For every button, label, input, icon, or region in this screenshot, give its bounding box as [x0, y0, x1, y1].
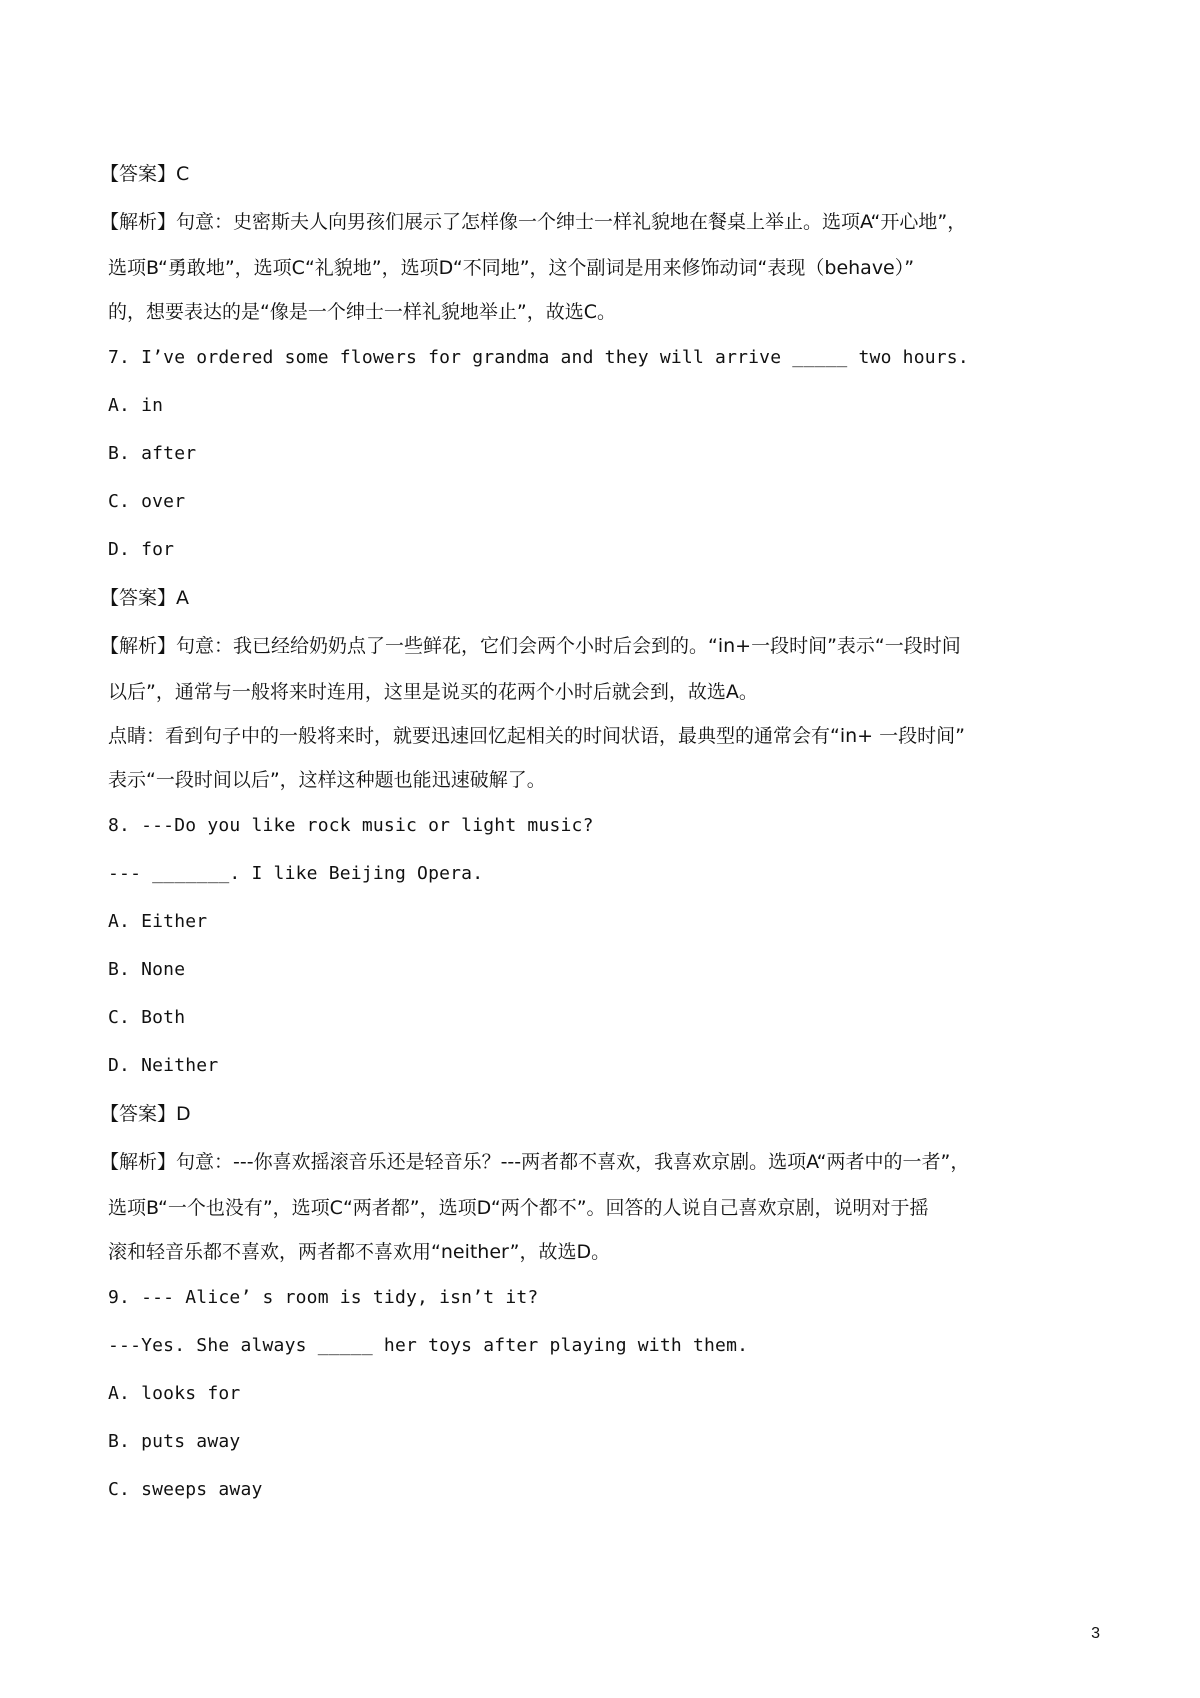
answer-line: 【答案】C	[100, 163, 190, 185]
analysis-line: 的，想要表达的是“像是一个绅士一样礼貌地举止”，故选C。	[108, 301, 616, 323]
option-line: A. Either	[108, 911, 208, 932]
answer-line: 【答案】D	[100, 1103, 191, 1125]
question-line: 9. --- Alice’ s room is tidy, isn’t it?	[108, 1287, 539, 1308]
option-line: C. Both	[108, 1007, 186, 1028]
analysis-line: 【解析】句意：---你喜欢摇滚音乐还是轻音乐？---两者都不喜欢，我喜欢京剧。选项A“两者中的一者”，	[100, 1151, 970, 1173]
analysis-line: 【解析】句意：史密斯夫人向男孩们展示了怎样像一个绅士一样礼貌地在餐桌上举止。选项A“开心地”，	[100, 211, 967, 233]
option-line: D. for	[108, 539, 175, 560]
analysis-line: 选项B“一个也没有”，选项C“两者都”，选项D“两个都不”。回答的人说自己喜欢京剧，说明对于摇	[108, 1197, 929, 1219]
option-line: A. in	[108, 395, 164, 416]
option-line: B. after	[108, 443, 197, 464]
analysis-line: 【解析】句意：我已经给奶奶点了一些鲜花，它们会两个小时后会到的。“in+一段时间”表示“一段时间	[100, 635, 961, 657]
tip-line: 表示“一段时间以后”，这样这种题也能迅速破解了。	[108, 769, 546, 791]
page-number: 3	[1091, 1625, 1100, 1642]
tip-line: 点睛：看到句子中的一般将来时，就要迅速回忆起相关的时间状语，最典型的通常会有“in+ 一段时间”	[108, 725, 965, 747]
document-content	[100, 150, 1108, 1514]
question-line: --- _______. I like Beijing Opera.	[108, 863, 484, 884]
document-page	[100, 150, 1108, 1514]
option-line: C. over	[108, 491, 186, 512]
analysis-line: 以后”，通常与一般将来时连用，这里是说买的花两个小时后就会到，故选A。	[108, 681, 758, 703]
question-line: 8. ---Do you like rock music or light music?	[108, 815, 594, 836]
option-line: D. Neither	[108, 1055, 219, 1076]
option-line: A. looks for	[108, 1383, 241, 1404]
question-line: 7. I’ve ordered some flowers for grandma and they will arrive _____ two hours.	[108, 347, 969, 368]
analysis-line: 选项B“勇敢地”，选项C“礼貌地”，选项D“不同地”，这个副词是用来修饰动词“表现（behave）”	[108, 257, 915, 279]
question-line: ---Yes. She always _____ her toys after playing with them.	[108, 1335, 749, 1356]
analysis-line: 滚和轻音乐都不喜欢，两者都不喜欢用“neither”，故选D。	[108, 1241, 611, 1263]
option-line: C. sweeps away	[108, 1479, 263, 1500]
answer-line: 【答案】A	[100, 587, 189, 609]
option-line: B. None	[108, 959, 186, 980]
option-line: B. puts away	[108, 1431, 241, 1452]
